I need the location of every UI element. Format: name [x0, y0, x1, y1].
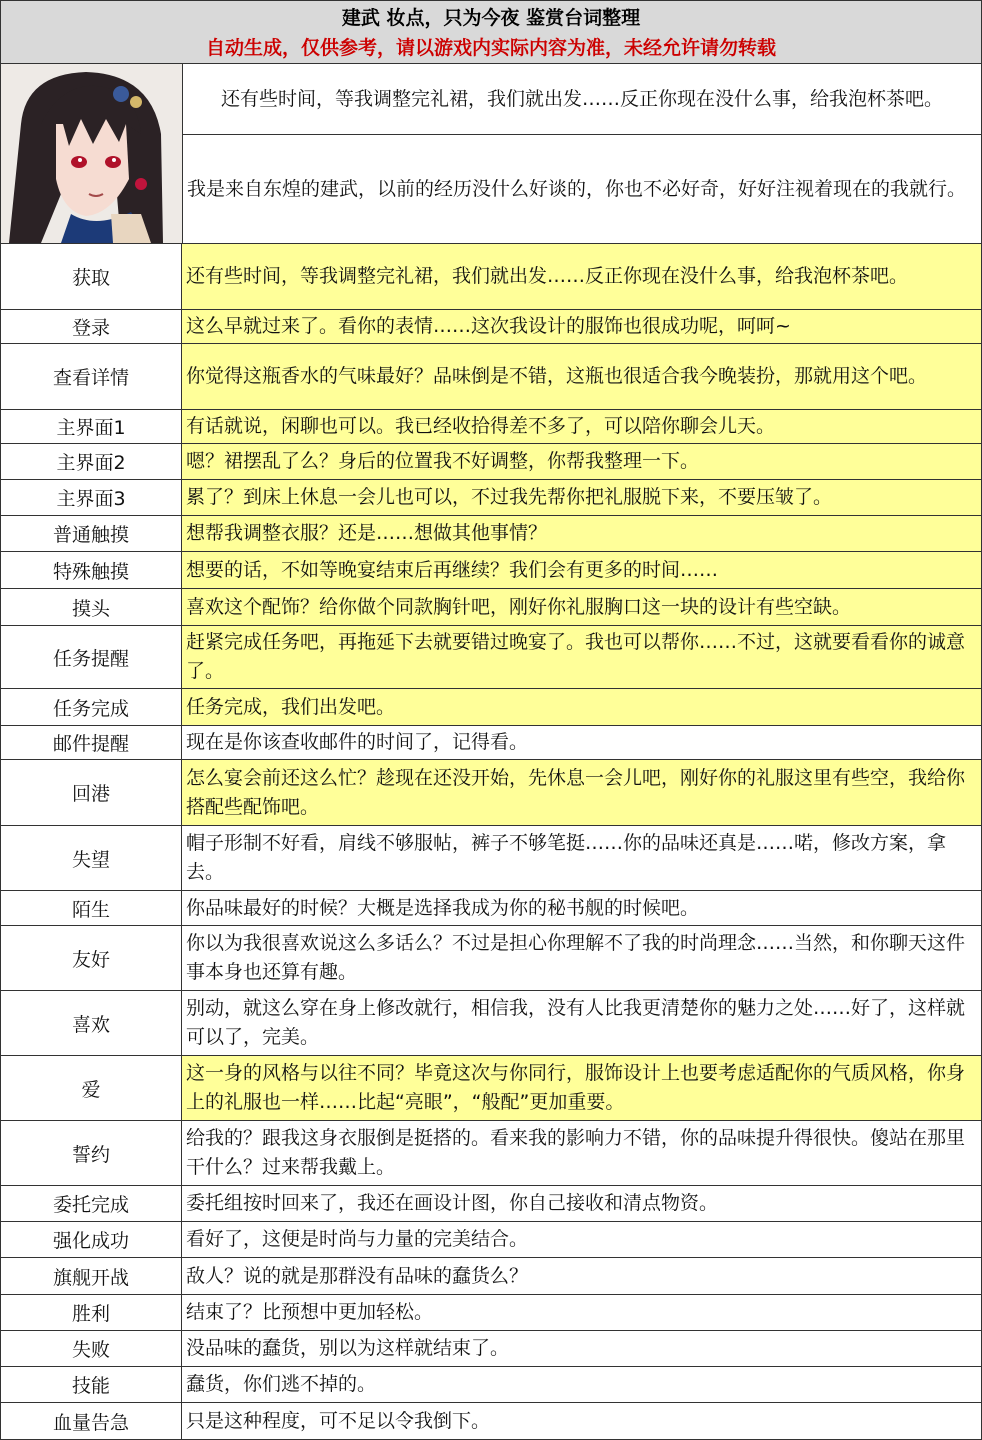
- row-text: 敌人？说的就是那群没有品味的蠢货么？: [186, 1264, 529, 1287]
- row-label: 任务完成: [1, 689, 182, 725]
- row-label: 主界面3: [1, 480, 182, 515]
- row-label: 失败: [1, 1331, 182, 1366]
- row-text: 只是这种程度，可不足以令我倒下。: [186, 1409, 491, 1432]
- intro-section: [1, 64, 981, 244]
- row-label: 友好: [1, 926, 182, 990]
- table-row: [1, 344, 981, 410]
- row-label: 胜利: [1, 1295, 182, 1330]
- row-text: 想帮我调整衣服？还是……想做其他事情？: [182, 516, 981, 551]
- row-text: 还有些时间，等我调整完礼裙，我们就出发……反正你现在没什么事，给我泡杯茶吧。: [182, 244, 981, 309]
- table-row: [1, 991, 981, 1056]
- table-row: [1, 891, 981, 926]
- row-label: 查看详情: [1, 344, 182, 409]
- row-text: 结束了？比预想中更加轻松。: [186, 1301, 434, 1323]
- table-row: [1, 1367, 981, 1403]
- row-text: 给我的？跟我这身衣服倒是挺搭的。看来我的影响力不错，你的品味提升得很快。傻站在那里干什么？过来帮我戴上。: [186, 1127, 966, 1178]
- row-text: 你以为我很喜欢说这么多话么？不过是担心你理解不了我的时尚理念……当然，和你聊天这件事本身也还算有趣。: [186, 932, 966, 983]
- row-label: 委托完成: [1, 1186, 182, 1221]
- row-label: 普通触摸: [1, 516, 182, 551]
- table-row: [1, 1403, 981, 1439]
- row-label: 主界面2: [1, 444, 182, 479]
- row-text: 委托组按时回来了，我还在画设计图，你自己接收和清点物资。: [186, 1192, 719, 1214]
- row-text: 这一身的风格与以往不同？毕竟这次与你同行，服饰设计上也要考虑适配你的气质风格，你身上的礼服也一样……比起“亮眼”，“般配”更加重要。: [182, 1056, 981, 1120]
- voice-line-table: [1, 244, 981, 1439]
- table-row: [1, 516, 981, 552]
- table-row: [1, 310, 981, 344]
- row-text: 现在是你该查收邮件的时间了，记得看。: [186, 731, 529, 753]
- table-row: [1, 689, 981, 726]
- row-label: 回港: [1, 760, 182, 825]
- table-row: [1, 244, 981, 310]
- copyright-notice: 自动生成，仅供参考，请以游戏内实际内容为准，未经允许请勿转载: [205, 37, 776, 59]
- table-row: [1, 760, 981, 826]
- table-row: [1, 1121, 981, 1186]
- table-row: [1, 589, 981, 626]
- row-text: 看好了，这便是时尚与力量的完美结合。: [186, 1228, 529, 1250]
- intro-line-2: 我是来自东煌的建武，以前的经历没什么好谈的，你也不必好奇，好好注视着现在的我就行。: [187, 177, 967, 200]
- row-label: 爱: [1, 1056, 182, 1120]
- row-text: 蠢货，你们逃不掉的。: [186, 1373, 377, 1395]
- character-portrait-icon: [1, 64, 183, 243]
- row-text: 喜欢这个配饰？给你做个同款胸针吧，刚好你礼服胸口这一块的设计有些空缺。: [182, 589, 981, 625]
- table-row: [1, 444, 981, 480]
- row-text: 累了？到床上休息一会儿也可以，不过我先帮你把礼服脱下来，不要压皱了。: [182, 480, 981, 515]
- row-label: 任务提醒: [1, 626, 182, 688]
- header: [1, 1, 981, 64]
- row-label: 旗舰开战: [1, 1258, 182, 1294]
- row-text: 帽子形制不好看，肩线不够服帖，裤子不够笔挺……你的品味还真是……喏，修改方案，拿去。: [186, 832, 947, 883]
- intro-lines: [183, 64, 981, 243]
- table-row: [1, 1331, 981, 1367]
- row-text: 嗯？裙摆乱了么？身后的位置我不好调整，你帮我整理一下。: [182, 444, 981, 479]
- row-label: 特殊触摸: [1, 552, 182, 588]
- table-row: [1, 1295, 981, 1331]
- row-label: 失望: [1, 826, 182, 890]
- intro-line-1: 还有些时间，等我调整完礼裙，我们就出发……反正你现在没什么事，给我泡杯茶吧。: [183, 64, 981, 135]
- table-row: [1, 1258, 981, 1295]
- row-text: 你品味最好的时候？大概是选择我成为你的秘书舰的时候吧。: [186, 896, 700, 919]
- row-label: 登录: [1, 310, 182, 343]
- row-label: 强化成功: [1, 1222, 182, 1257]
- row-label: 邮件提醒: [1, 726, 182, 759]
- table-row: [1, 1222, 981, 1258]
- table-row: [1, 926, 981, 991]
- row-label: 技能: [1, 1367, 182, 1402]
- row-text: 这么早就过来了。看你的表情……这次我设计的服饰也很成功呢，呵呵~: [182, 310, 981, 343]
- row-text: 没品味的蠢货，别以为这样就结束了。: [186, 1337, 510, 1359]
- row-text: 有话就说，闲聊也可以。我已经收拾得差不多了，可以陪你聊会儿天。: [182, 410, 981, 443]
- row-label: 血量告急: [1, 1403, 182, 1439]
- table-row: [1, 1186, 981, 1222]
- row-label: 主界面1: [1, 410, 182, 443]
- row-label: 摸头: [1, 589, 182, 625]
- table-row: [1, 410, 981, 444]
- table-row: [1, 626, 981, 689]
- row-text: 你觉得这瓶香水的气味最好？品味倒是不错，这瓶也很适合我今晚装扮，那就用这个吧。: [182, 344, 981, 409]
- table-row: [1, 1056, 981, 1121]
- table-row: [1, 726, 981, 760]
- row-label: 喜欢: [1, 991, 182, 1055]
- table-row: [1, 826, 981, 891]
- row-label: 誓约: [1, 1121, 182, 1185]
- row-text: 赶紧完成任务吧，再拖延下去就要错过晚宴了。我也可以帮你……不过，这就要看看你的诚意了。: [182, 626, 981, 688]
- row-text: 想要的话，不如等晚宴结束后再继续？我们会有更多的时间……: [182, 552, 981, 588]
- page-title: 建武 妆点，只为今夜 鉴赏台词整理: [341, 7, 641, 29]
- row-text: 别动，就这么穿在身上修改就行，相信我，没有人比我更清楚你的魅力之处……好了，这样就可以了，完美。: [186, 997, 966, 1048]
- table-row: [1, 480, 981, 516]
- row-label: 获取: [1, 244, 182, 309]
- row-label: 陌生: [1, 891, 182, 925]
- table-row: [1, 552, 981, 589]
- row-text: 怎么宴会前还这么忙？趁现在还没开始，先休息一会儿吧，刚好你的礼服这里有些空，我给你搭配些配饰吧。: [182, 760, 981, 825]
- row-text: 任务完成，我们出发吧。: [182, 689, 981, 725]
